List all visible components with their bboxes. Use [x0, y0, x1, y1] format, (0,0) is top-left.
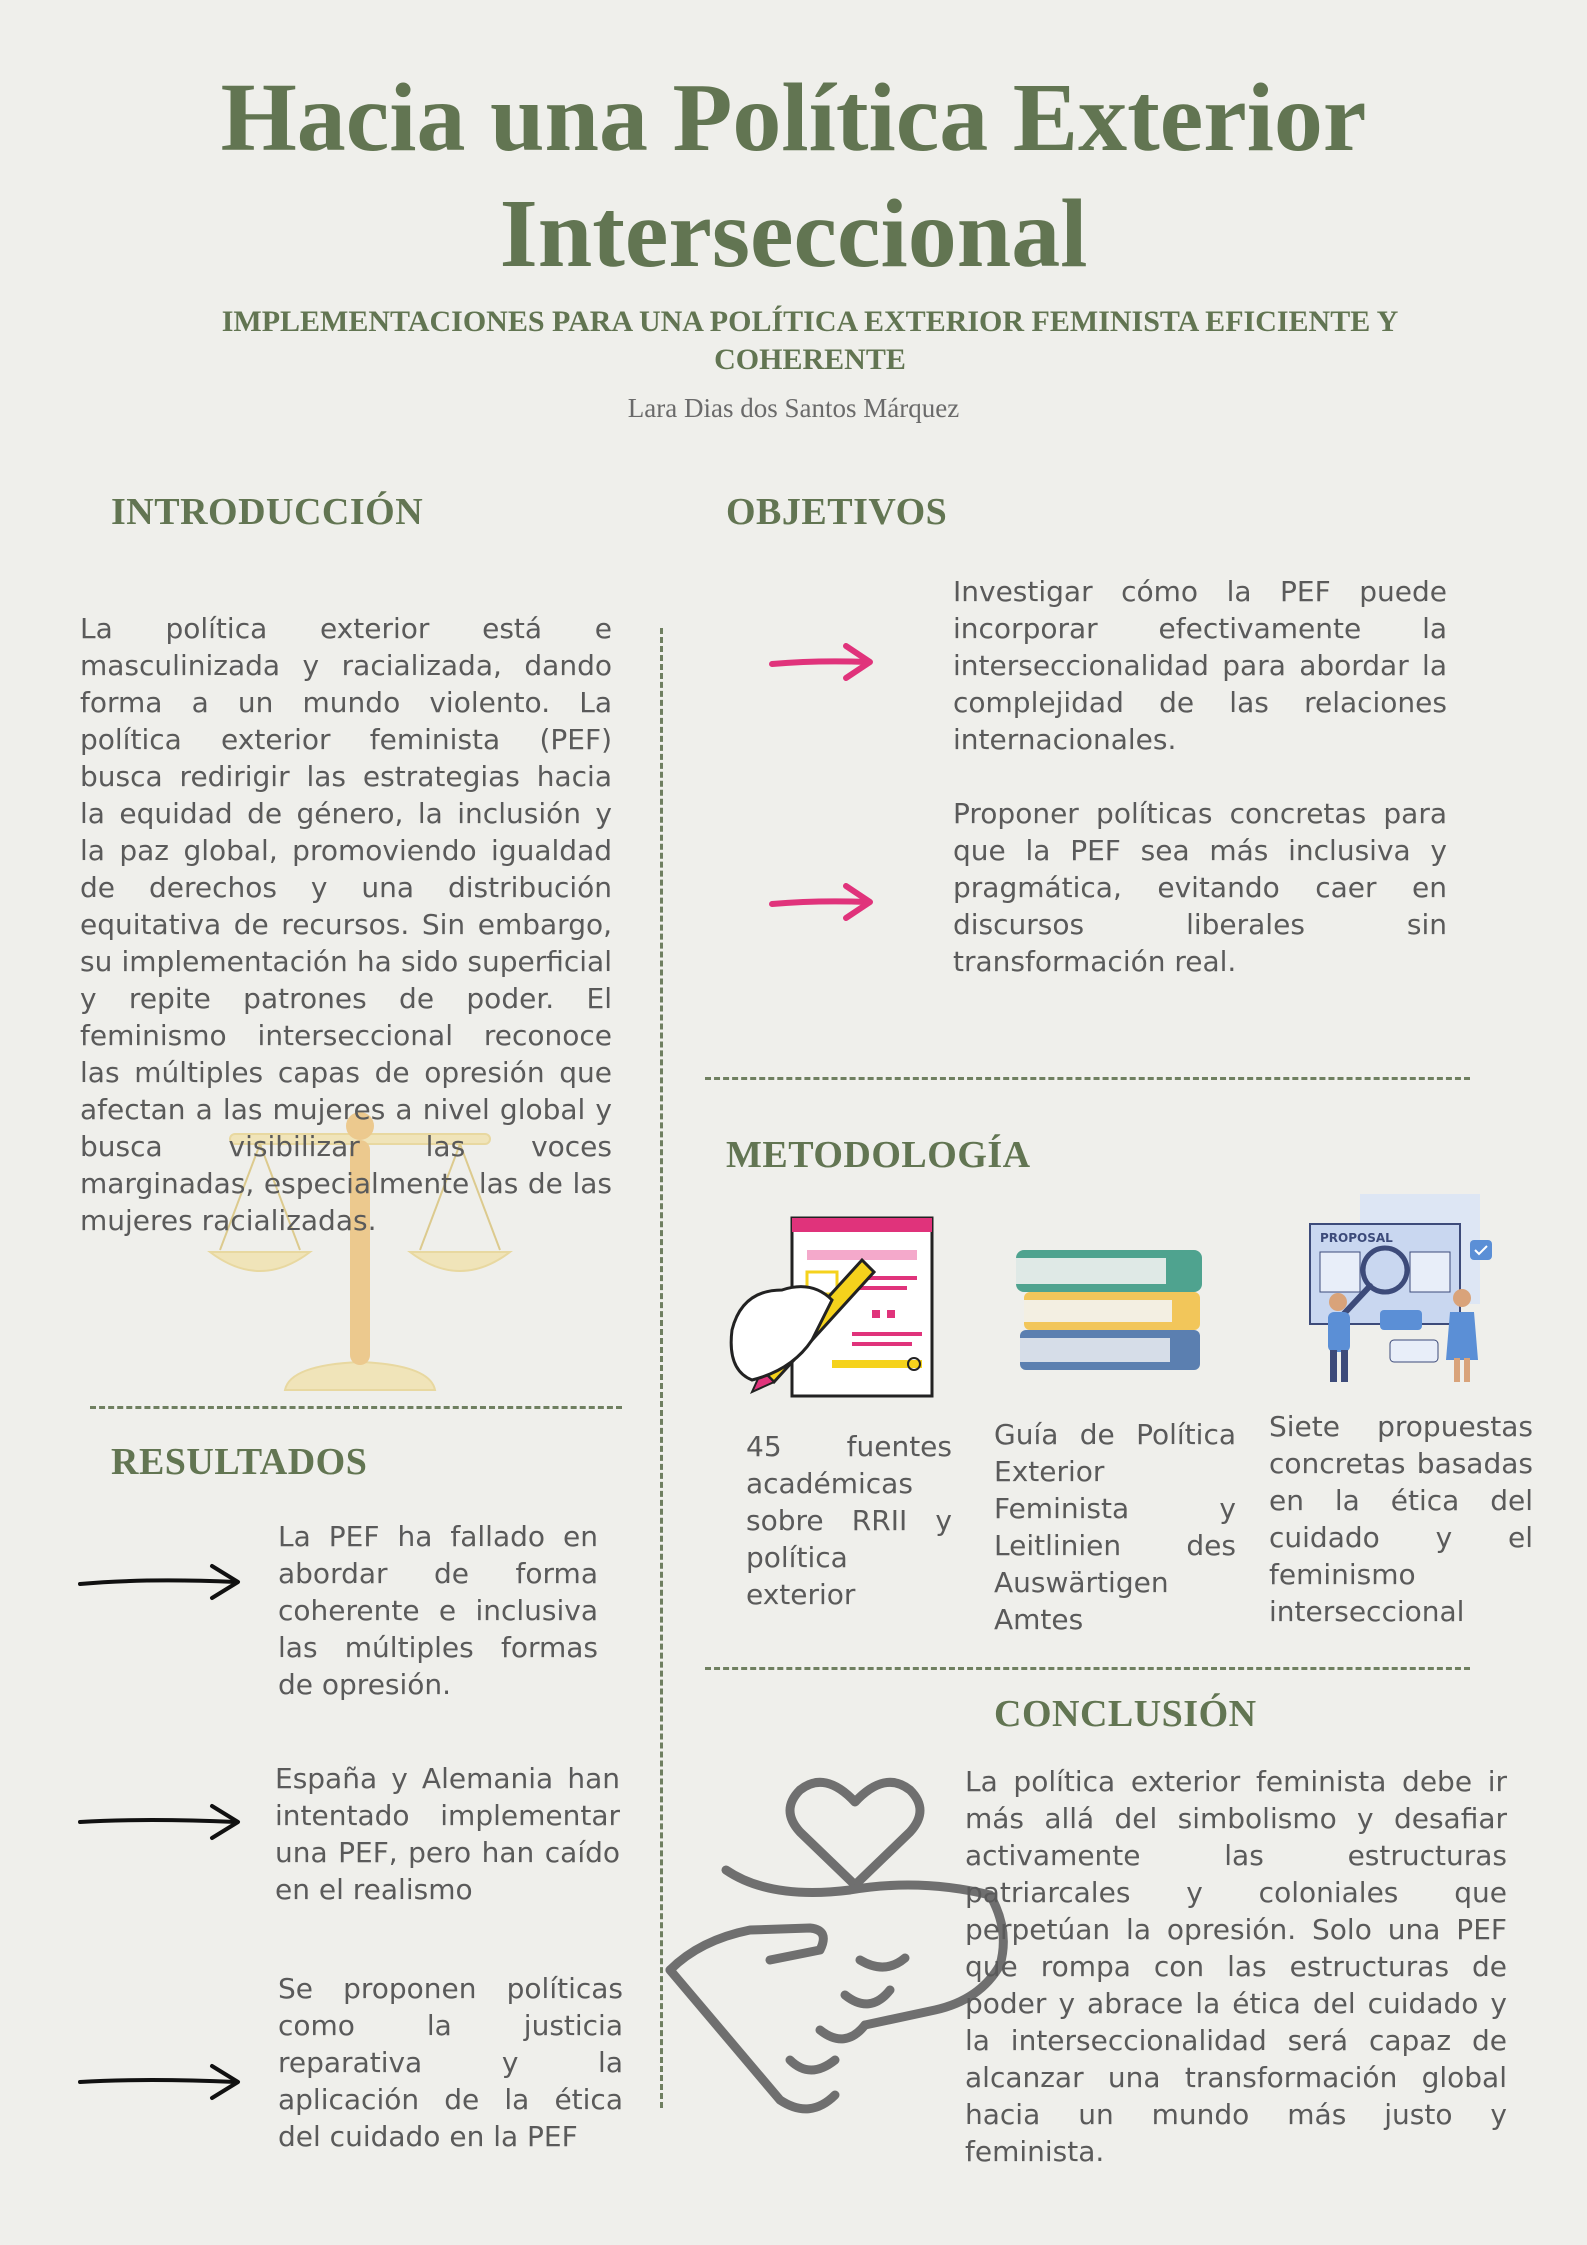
- pink-arrow-icon: [768, 880, 878, 924]
- metodologia-item-1: 45 fuentes académicas sobre RRII y política exterior: [746, 1430, 952, 1611]
- introduccion-text: La política exterior está e masculinizada y racializada, dando forma a un mundo violento. La política exterior feminista (PEF) busca redirigir las estrategias hacia la equidad de género, la inclusión y la paz global, promoviendo igualdad de derechos y una distribución equitativa de recursos. Sin embargo, su implementación ha sido superficial y repite patrones de poder. El feminismo interseccional reconoce las múltiples capas de opresión que afectan a las mujeres a nivel global y busca visibilizar las voces marginadas, especialmente las de las mujeres racializadas.: [80, 612, 612, 1237]
- author-name: Lara Dias dos Santos Márquez: [627, 393, 960, 423]
- proposal-label: PROPOSAL: [1320, 1231, 1393, 1245]
- page-title-line-1: Hacia una Política Exterior: [220, 64, 1367, 172]
- proposal-research-icon: [1300, 1190, 1500, 1390]
- page-title-line-2: Interseccional: [499, 180, 1088, 288]
- resultado-item-1: La PEF ha fallado en abordar de forma coherente e inclusiva las múltiples formas de opresión.: [278, 1520, 598, 1701]
- pink-arrow-icon: [768, 640, 878, 684]
- conclusion-text: La política exterior feminista debe ir más allá del simbolismo y desafiar activamente las estructuras patriarcales y coloniales que perpetúan la opresión. Solo una PEF que rompa con las estructuras de poder y abrace la ética del cuidado y la interseccionalidad será capaz de alcanzar una transformación global hacia un mundo más justo y feminista.: [965, 1765, 1507, 2168]
- document-writing-icon: [722, 1210, 942, 1410]
- section-divider: [705, 1667, 1470, 1670]
- metodologia-item-3: Siete propuestas concretas basadas en la ética del cuidado y el feminismo interseccional: [1269, 1410, 1533, 1628]
- section-divider: [90, 1406, 622, 1409]
- black-arrow-icon: [76, 2060, 246, 2104]
- resultado-item-2: España y Alemania han intentado implementar una PEF, pero han caído en el realismo: [275, 1762, 620, 1906]
- introduccion-heading: INTRODUCCIÓN: [111, 491, 424, 533]
- conclusion-heading: CONCLUSIÓN: [994, 1693, 1257, 1735]
- black-arrow-icon: [76, 1560, 246, 1604]
- books-icon: [1010, 1230, 1210, 1380]
- page-subtitle: IMPLEMENTACIONES PARA UNA POLÍTICA EXTERIOR FEMINISTA EFICIENTE Y COHERENTE: [221, 305, 1399, 376]
- resultados-heading: RESULTADOS: [111, 1441, 368, 1483]
- objetivos-heading: OBJETIVOS: [726, 491, 948, 533]
- objetivo-item-2: Proponer políticas concretas para que la PEF sea más inclusiva y pragmática, evitando caer en discursos liberales sin transformación real.: [953, 797, 1447, 978]
- section-divider: [705, 1077, 1470, 1080]
- metodologia-heading: METODOLOGÍA: [726, 1134, 1031, 1176]
- resultado-item-3: Se proponen políticas como la justicia reparativa y la aplicación de la ética del cuidado en la PEF: [278, 1972, 623, 2153]
- metodologia-item-2: Guía de Política Exterior Feminista y Leitlinien des Auswärtigen Amtes: [994, 1418, 1236, 1636]
- objetivo-item-1: Investigar cómo la PEF puede incorporar efectivamente la interseccionalidad para abordar la complejidad de las relaciones internacionales.: [953, 575, 1447, 756]
- black-arrow-icon: [76, 1800, 246, 1844]
